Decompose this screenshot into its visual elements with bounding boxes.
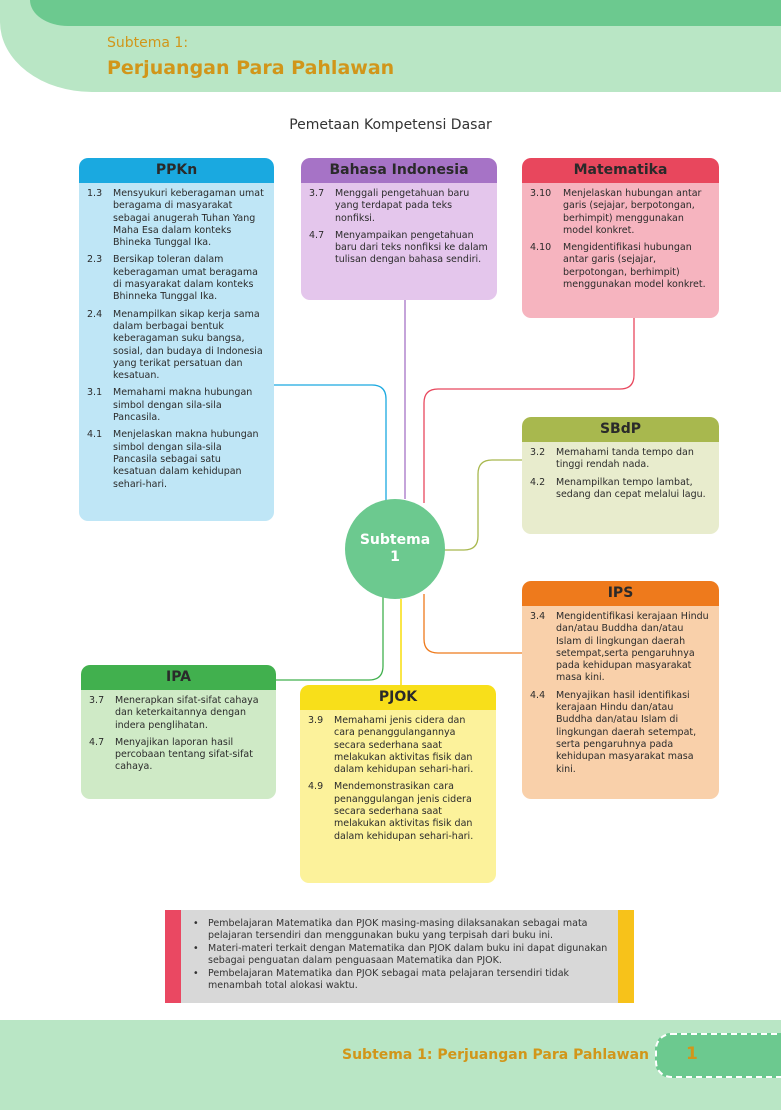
pjok-title: PJOK [300, 685, 496, 710]
kd-item: 3.2 Memahami tanda tempo dan tinggi rendah nada. [530, 447, 694, 471]
note-box [165, 910, 634, 1003]
kd-item: 1.3 Mensyukuri keberagaman umat beragama di masyarakat sebagai anugerah Tuhan Yang Maha Esa dalam konteks Bhineka Tunggal Ika. [87, 188, 264, 249]
kd-item: 4.10 Mengidentifikasi hubungan antar garis (sejajar, berpotongan, berhimpit) menggunakan model konkret. [530, 242, 706, 291]
ipa-title: IPA [81, 665, 276, 690]
ips-title: IPS [522, 581, 719, 606]
kd-item: 4.7 Menyampaikan pengetahuan baru dari teks nonfiksi ke dalam tulisan dengan bahasa sendiri. [309, 229, 488, 266]
ips-card [522, 581, 719, 799]
page-number: 1 [686, 1044, 698, 1064]
kd-item: 4.9 Mendemonstrasikan cara penanggulangan jenis cidera secara sederhana saat melakukan aktivitas fisik dan dalam kehidupan sehari-hari. [308, 781, 474, 842]
note-left-stripe [165, 910, 181, 1003]
center-circle [345, 499, 445, 599]
kd-item: 3.7 Menerapkan sifat-sifat cahaya dan keterkaitannya dengan indera penglihatan. [89, 695, 259, 731]
kd-item: 4.4 Menyajikan hasil identifikasi kerajaan Hindu dan/atau Buddha dan/atau Islam di lingkungan daerah setempat, serta pengaruhnya pada kehidupan masyarakat masa kini. [530, 689, 697, 775]
matematika-title: Matematika [522, 158, 719, 183]
footer-title: Subtema 1: Perjuangan Para Pahlawan [342, 1047, 649, 1063]
connector-ppkn [274, 385, 386, 502]
center-label-line2: 1 [390, 549, 400, 565]
matematika-card [522, 158, 719, 318]
ppkn-title: PPKn [79, 158, 274, 183]
center-label-line1: Subtema [359, 532, 431, 548]
kd-item: 3.9 Memahami jenis cidera dan cara penanggulangannya secara sederhana saat melakukan aktivitas fisik dan dalam kehidupan sehari-hari. [308, 715, 474, 776]
note-list [193, 918, 613, 993]
ppkn-card [79, 158, 274, 521]
kd-item: 3.4 Mengidentifikasi kerajaan Hindu dan/atau Buddha dan/atau Islam di lingkungan daerah setempat,serta pengaruhnya pada kehidupan masyarakat masa kini. [530, 611, 709, 684]
page-number-tab [655, 1033, 781, 1078]
sbdp-title: SBdP [522, 417, 719, 442]
connector-ips [424, 594, 522, 653]
kd-item: 3.1 Memahami makna hubungan simbol dengan sila-sila Pancasila. [87, 387, 253, 424]
subtema-title: Perjuangan Para Pahlawan [107, 57, 395, 79]
kd-item: 2.3 Bersikap toleran dalam keberagaman umat beragama di masyarakat dalam konteks Bhinneka Tunggal Ika. [87, 254, 258, 303]
ipa-card [81, 665, 276, 799]
note-item: • Pembelajaran Matematika dan PJOK masing-masing dilaksanakan sebagai mata pelajaran tersendiri dan menggunakan buku yang terpisah dari buku ini. [193, 918, 613, 942]
pjok-card [300, 685, 496, 883]
kd-item: 3.7 Menggali pengetahuan baru yang terdapat pada teks nonfiksi. [309, 188, 470, 224]
kd-item: 2.4 Menampilkan sikap kerja sama dalam berbagai bentuk keberagaman suku bangsa, sosial, dan budaya di Indonesia yang terikat persatuan dan kesatuan. [87, 308, 263, 382]
kd-item: 3.10 Menjelaskan hubungan antar garis (sejajar, berpotongan, berhimpit) menggunakan model konkret. [530, 188, 702, 236]
connector-ipa [276, 594, 383, 680]
kd-item: 4.7 Menyajikan laporan hasil percobaan tentang sifat-sifat cahaya. [89, 736, 253, 773]
bahasa-indonesia-title: Bahasa Indonesia [301, 158, 497, 183]
subtema-label: Subtema 1: [107, 35, 189, 51]
map-heading: Pemetaan Kompetensi Dasar [289, 117, 492, 133]
sbdp-card [522, 417, 719, 534]
connector-sbdp [443, 460, 522, 550]
kd-item: 4.2 Menampilkan tempo lambat, sedang dan cepat melalui lagu. [530, 476, 706, 500]
note-right-stripe [618, 910, 634, 1003]
note-item: • Materi-materi terkait dengan Matematika dan PJOK dalam buku ini dapat digunakan sebagai penguatan dalam penguasaan Matematika dan PJOK. [193, 943, 613, 967]
kd-item: 4.1 Menjelaskan makna hubungan simbol dengan sila-sila Pancasila sebagai satu kesatuan dalam kehidupan sehari-hari. [87, 429, 259, 490]
note-item: • Pembelajaran Matematika dan PJOK sebagai mata pelajaran tersendiri tidak menambah total alokasi waktu. [193, 968, 613, 992]
bahasa-indonesia-card [301, 158, 497, 300]
